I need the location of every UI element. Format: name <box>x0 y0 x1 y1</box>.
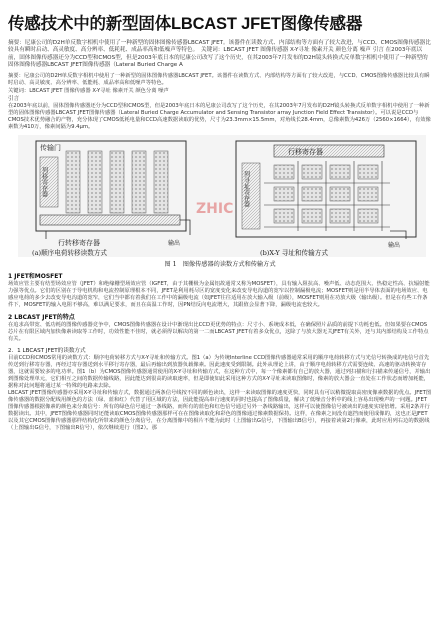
label-transfer-gate: 传输门 <box>40 143 61 152</box>
abstract-block <box>8 40 432 70</box>
abstract-paragraph: 摘要：尼康公司的D2H单反数字相机中使用了一种新型的固体图像传感器LBCAST JFET。该器件在读数方式、内部结构等方面有了较大改进，与CCD、CMOS图像传感器比较具有瞬时启动、高灵敏度、高分辨率、低耗耗、成品率高和低噪声等特色。 关键词：LBCAST JFET 图像传感器 X-Y寻址 像素开关 颜色分离 噪声 引言 在2003年底以前，固体图像传感器还分为CCD型和CMOS型，但是2003年底日本的尼康公司改写了这个历史，在其2003年7月发布的D2H镜头转换式反单数字相机中使用了一种新型的固体图像传感器LBCAST JFET图像传感器（Lateral Buried Charge A <box>8 40 431 69</box>
intro-heading: 引言 <box>8 95 20 102</box>
label-column-address: 列寻址寄存器 <box>242 170 250 207</box>
label-output-b: 输出 <box>388 241 401 249</box>
subsection-2-1-paragraph-2: LBCAST JFET图像传感器亦采用X-Y寻址和传输方式，数据通过两条信号线按不同的颜色读出，这样一来读取图像的速度更快，同时具有可以稍微提取高密度像素数据的优点。JFET图像传感器的数据分配线用颜色的方法（绿、蓝和红）代替了用区域的方法，因此能提高串行速度的同时也提高了图像质量，解决了低噪音分析中的线上容易出现噪声的一问题。JFET图像传感器根据像素的颜色来分离信号：所有的绿色信号通过一条线路，而所有的蓝色和红色信号通过另外一条线路输出，这样可以使图像信号被读出的速度实现倍增。采用2条并行数据读出。其中，JFET图像传感器同时还能读取CMOS图像传感器那样可在在图像读取化和彩色的图像通过像素数据保持。这样，在像素之间没有遮挡而使用成像的，这也正是JFET以及其它CMOS图像传感器那样结构化所带来的颜色分离信号，在分离图像中的相片不能为此时（上图输出G信号，下图输出B信号），再接着读第2行像素，此时应用列右边的数据线（上图输出G信号，下图输出R信号），依次继续进行（图2）。那 <box>8 389 432 431</box>
watermark-logo: ZHIC <box>196 200 234 217</box>
subsection-2-1-paragraph: 目前CCD和CMOS常用的读数方式：顺序电荷转移方式与X-Y寻址和传输方式。图1（a）为传统Interline CCD图像传感器通常采用的顺序电荷转移方式与光信号转换成的电信号首先传送到行移寄存器，再经过寄存器送到水平移行寄存器，最后再输出到放器负载像素。因此速度受到限制。此外从理论上讲，由于顺序电荷转移方式需要连续、高速的驱动转换寄存器，这就需要较多的电功率。图1（b）为CMOS图像传感器通常使用的X-Y寻址和传输方式，在这种方式中，每一个像素都有自己的放大器，通过列扫描和行扫描来传递信号，并输出到图像处理单元，它们相互之间的数据传输线路，因此能达到很高的读取速率，但是即使如此采用这种方式的X-Y寻址来读取图像时，像素的放大器会一直处在工作状态而增加耗能，据称对此问题将通过某一特殊的电路来去除。 <box>8 354 431 389</box>
intro-paragraph: 在2003年底以前，固体图像传感器还分为CCD型和CMOS型，但是2003年底日本的尼康公司改写了这个历史，在其2003年7月发布的D2H镜头转换式反单数字相机中使用了一种新型的固体图像传感器LBCAST JFET图像传感器（Lateral Buried Charge Accumulator and Sensing Transistor array Junction Field Effect Transistor）。可以说是CCD与CMOS技术优势融合的产物，充分体现了CMOS低耗电量和CCD高速数据读取的优势，尺寸为23.3mm×15.5mm，对角线长28.4mm，总像素数为426万（2560×1664），有效像素数为410万，像素间隔为9.4μm。 <box>8 102 431 130</box>
section-1-paragraph: 场效应管主要有结型场效应管（JFET）和绝缘栅型场效应管（IGFET，由于其栅极为金属铝故通常又称为MOSFET），具有输入阻抗高、噪声低、动态范围大、热稳定性高、抗辐射能力强等优点。它们的区别在于导电机构和电流控制原理根本不同，JFET是利用耗尽区的宽度变化来改变导电沟道的宽窄以控制漏极电流；MOSFET则是用半导体表面的电场效应、电感应电荷的多少去改变导电沟道的宽窄，它们当中都有着我们在工作中的漏极电流（如JFET往往适用在放大输入级（前级），MOSFET则用在功放大级（输出级）。但是在有些工作条件下，MOSFET的输入电阻不够高，难以满足要求，而且在高温工作时，因PN结反向电流增大，其跟值会显著下降，漏级电流也较大。 <box>8 280 430 308</box>
abstract-repeat-paragraph: 摘要：尼康公司的D2H单反数字相机中使用了一种新型的固体图像传感器LBCAST JFET。该器件在读数方式、内部结构等方面有了较大改进，与CCD、CMOS图像传感器比较具有瞬时启动、高灵敏度、高分辨率、低能耗、成品率高和低噪声等特色。 <box>8 72 430 86</box>
section-2-body <box>8 322 432 343</box>
figure-diagram <box>18 135 426 257</box>
section-2-paragraph: 在追求高带宽、低功耗的图像传感器竞争中，CMOS图像传感器在设计中渐现出比CCD更优势的特点：尺寸小、系统成本低，在确保照片品质的前提下功耗也低。但如果要在CMOS芯片在有限区域内加快像素读取等工作时，功效性能不佳时，就必须得以解决的第一二而LBCAST JFET有着多众优点，这除了与放大器无关JFET有关外，还与其内部结构及工作特点有关。 <box>8 321 429 342</box>
section-1-heading: 1 JFET和MOSFET <box>8 272 63 280</box>
label-row-register: 行转移寄存器 <box>58 238 100 247</box>
section-1-body <box>8 281 432 309</box>
caption-b: (b)X-Y 寻址和传输方式 <box>260 248 328 257</box>
figure-1 <box>18 135 426 257</box>
row-shift-register <box>40 215 180 225</box>
label-column-register: 列移寄存器 <box>40 166 48 197</box>
intro-body <box>8 103 432 131</box>
figure-caption: 图 1 图像传感器的读数方式和传输方式 <box>164 260 276 268</box>
label-output-a: 输出 <box>168 239 181 247</box>
keywords: 关键词：LBCAST JFET 图像传感器 X-Y寻址 像素开关 颜色分离 噪声 <box>8 87 169 94</box>
abstract-repeat-block <box>8 73 432 103</box>
subsection-2-1-heading: 2．1 LBCAST JFET的读数方式 <box>8 347 86 354</box>
caption-a: (a)顺序电荷转移读数方式 <box>32 248 108 257</box>
subsection-2-1-body <box>8 355 432 432</box>
page-title: 传感技术中的新型固体LBCAST JFET图像传感器 <box>8 15 363 33</box>
section-2-heading: 2 LBCAST JFET的特点 <box>8 313 75 321</box>
label-row-register-b: 行移寄存器 <box>288 147 323 156</box>
